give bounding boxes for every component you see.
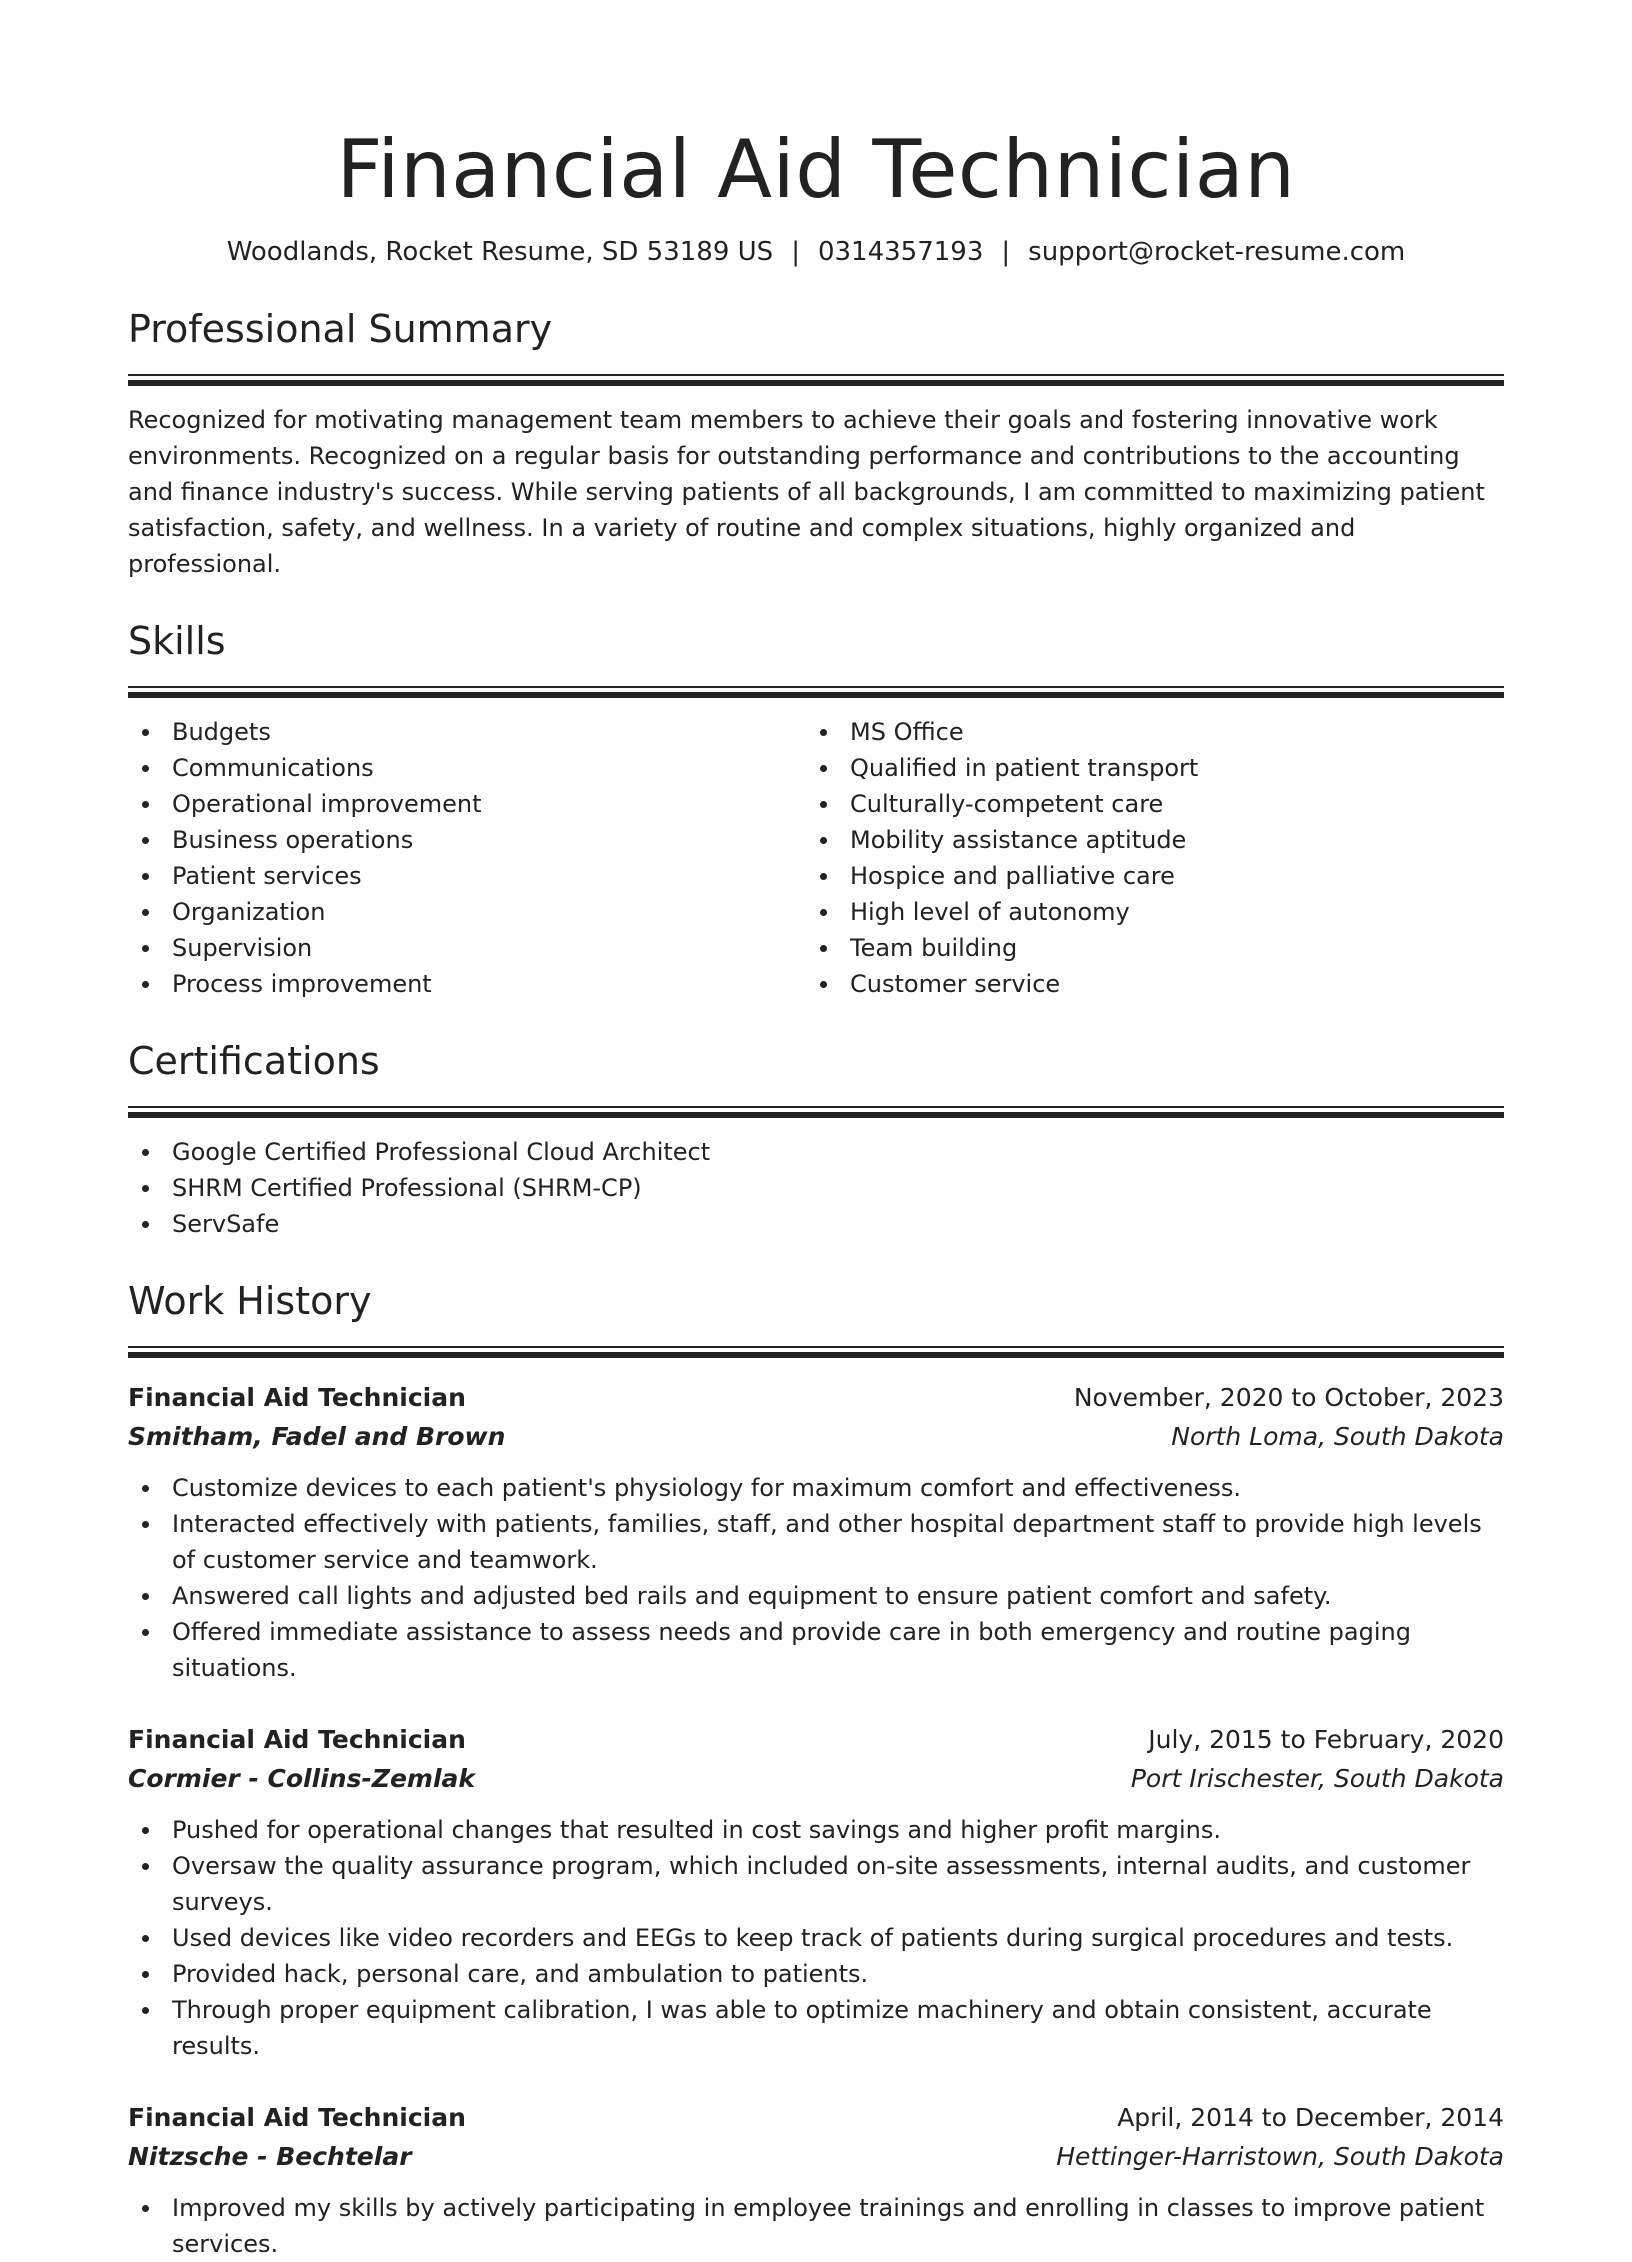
job-duties (128, 2190, 1504, 2262)
job-company: Smitham, Fadel and Brown (128, 1422, 506, 1451)
job-duty: Through proper equipment calibration, I was able to optimize machinery and obtain consistent, accurate results. (128, 1992, 1504, 2064)
skill-item: High level of autonomy (806, 894, 1484, 930)
resume-title: Financial Aid Technician (336, 123, 1296, 216)
section-divider (128, 686, 1504, 698)
job-header (128, 1378, 1504, 1417)
section-divider (128, 1106, 1504, 1118)
certification-item: ServSafe (128, 1206, 1504, 1242)
skill-item: Qualified in patient transport (806, 750, 1484, 786)
certifications-list (128, 1134, 1504, 1242)
job-duty: Interacted effectively with patients, families, staff, and other hospital department staff to provide high levels of customer service and teamwork. (128, 1506, 1504, 1578)
certification-item: SHRM Certified Professional (SHRM-CP) (128, 1170, 1504, 1206)
job-subheader (128, 1759, 1504, 1798)
contact-separator: | (1001, 237, 1011, 267)
skills-grid (128, 714, 1504, 1002)
resume-page (128, 120, 1504, 2262)
skill-item: Supervision (128, 930, 806, 966)
section-divider (128, 1346, 1504, 1358)
contact-separator: | (791, 237, 800, 267)
skill-item: Hospice and palliative care (806, 858, 1484, 894)
section-heading: Skills (128, 619, 226, 663)
skill-item: MS Office (806, 714, 1484, 750)
job-duty: Oversaw the quality assurance program, which included on-site assessments, internal audits, and customer surveys. (128, 1848, 1504, 1920)
job-company: Cormier - Collins-Zemlak (128, 1764, 476, 1793)
contact-phone: 0314357193 (817, 237, 984, 267)
skills-section (128, 616, 1504, 1002)
skill-item: Organization (128, 894, 806, 930)
job-duty: Provided hack, personal care, and ambulation to patients. (128, 1956, 1504, 1992)
job-duties (128, 1470, 1504, 1686)
job-dates: July, 2015 to February, 2020 (1148, 1725, 1504, 1754)
job-duty: Used devices like video recorders and EEGs to keep track of patients during surgical procedures and tests. (128, 1920, 1504, 1956)
job-duty: Answered call lights and adjusted bed rails and equipment to ensure patient comfort and safety. (128, 1578, 1504, 1614)
skill-item: Operational improvement (128, 786, 806, 822)
job-title: Financial Aid Technician (128, 1725, 466, 1754)
job-location: North Loma, South Dakota (1171, 1422, 1504, 1451)
skill-item: Communications (128, 750, 806, 786)
skill-item: Process improvement (128, 966, 806, 1002)
skill-item: Culturally-competent care (806, 786, 1484, 822)
job-entry (128, 1378, 1504, 1686)
skills-list-left (128, 714, 806, 1002)
skill-item: Customer service (806, 966, 1484, 1002)
job-dates: November, 2020 to October, 2023 (1073, 1383, 1504, 1412)
job-duty: Pushed for operational changes that resulted in cost savings and higher profit margins. (128, 1812, 1504, 1848)
work-history-section (128, 1276, 1504, 2262)
job-header (128, 1720, 1504, 1759)
section-heading: Professional Summary (128, 307, 553, 351)
contact-address: Woodlands, Rocket Resume, SD 53189 US (226, 237, 774, 267)
skills-list-right (806, 714, 1484, 1002)
skill-item: Business operations (128, 822, 806, 858)
job-header (128, 2098, 1504, 2137)
certifications-section (128, 1036, 1504, 1242)
contact-line (128, 234, 1504, 270)
job-duties (128, 1812, 1504, 2064)
job-title: Financial Aid Technician (128, 2103, 466, 2132)
job-entry (128, 1720, 1504, 2064)
section-heading: Work History (128, 1279, 372, 1323)
skill-item: Team building (806, 930, 1484, 966)
skill-item: Budgets (128, 714, 806, 750)
job-company: Nitzsche - Bechtelar (128, 2142, 412, 2171)
section-divider (128, 374, 1504, 386)
job-location: Port Irischester, South Dakota (1130, 1764, 1504, 1793)
job-entry (128, 2098, 1504, 2262)
job-location: Hettinger-Harristown, South Dakota (1056, 2142, 1504, 2171)
section-heading: Certifications (128, 1039, 380, 1083)
skill-item: Mobility assistance aptitude (806, 822, 1484, 858)
job-duty: Customize devices to each patient's physiology for maximum comfort and effectiveness. (128, 1470, 1504, 1506)
job-duty: Improved my skills by actively participating in employee trainings and enrolling in classes to improve patient services. (128, 2190, 1504, 2262)
summary-text: Recognized for motivating management team members to achieve their goals and fostering innovative work environments. Recognized on a regular basis for outstanding performance and contributions to the accounting and finance industry's success. While serving patients of all backgrounds, I am committed to maximizing patient satisfaction, safety, and wellness. In a variety of routine and complex situations, highly organized and professional. (128, 406, 1485, 578)
job-title: Financial Aid Technician (128, 1383, 466, 1412)
summary-section (128, 304, 1504, 582)
job-subheader (128, 1417, 1504, 1456)
skill-item: Patient services (128, 858, 806, 894)
job-dates: April, 2014 to December, 2014 (1117, 2103, 1504, 2132)
job-duty: Offered immediate assistance to assess needs and provide care in both emergency and routine paging situations. (128, 1614, 1504, 1686)
job-subheader (128, 2137, 1504, 2176)
contact-email: support@rocket-resume.com (1028, 237, 1406, 267)
certification-item: Google Certified Professional Cloud Architect (128, 1134, 1504, 1170)
